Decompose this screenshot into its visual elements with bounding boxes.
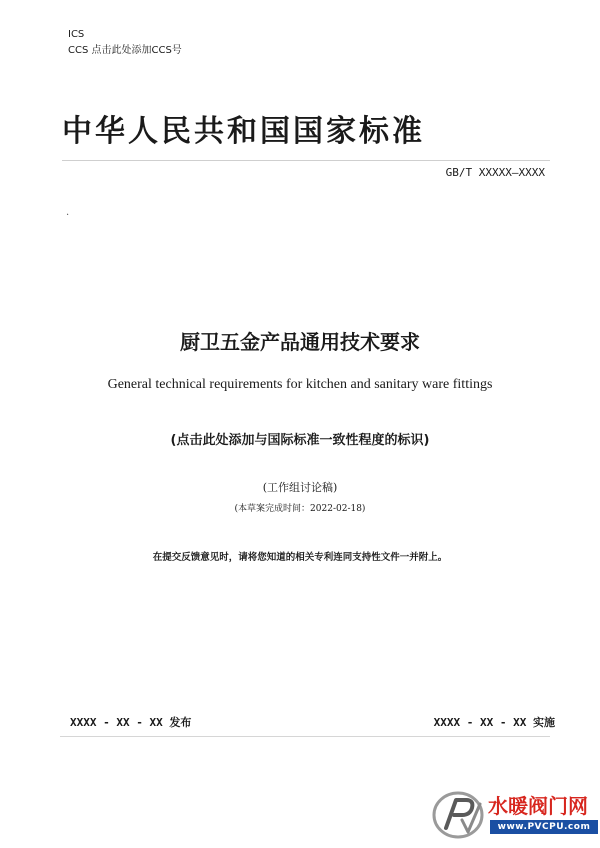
ccs-code: CCS 点击此处添加CCS号 — [68, 45, 182, 56]
implementation-date: XXXX - XX - XX 实施 — [433, 716, 555, 729]
draft-completion-time: (本草案完成时间：2022-02-18) — [234, 504, 366, 514]
patent-feedback-note: 在提交反馈意见时，请将您知道的相关专利连同支持性文件一并附上。 — [152, 552, 448, 563]
watermark-url[interactable]: www.PVCPU.com — [490, 820, 598, 834]
footer-rule — [60, 736, 550, 737]
ics-code: ICS — [68, 29, 85, 40]
site-watermark — [432, 786, 600, 848]
draft-stage: (工作组讨论稿) — [262, 481, 338, 494]
standard-number: GB/T XXXXX—XXXX — [445, 166, 545, 179]
national-standard-title: 中华人民共和国国家标准 — [62, 114, 425, 149]
document-title-cn: 厨卫五金产品通用技术要求 — [180, 330, 420, 354]
watermark-name: 水暖阀门网 — [488, 794, 588, 818]
consistency-note: (点击此处添加与国际标准一致性程度的标识) — [170, 433, 430, 448]
title-rule — [62, 160, 550, 161]
document-title-en: General technical requirements for kitchen and sanitary ware fittings — [107, 377, 493, 392]
pv-logo-icon — [432, 788, 486, 842]
dot-mark: . — [66, 207, 70, 218]
issue-date: XXXX - XX - XX 发布 — [70, 716, 192, 729]
